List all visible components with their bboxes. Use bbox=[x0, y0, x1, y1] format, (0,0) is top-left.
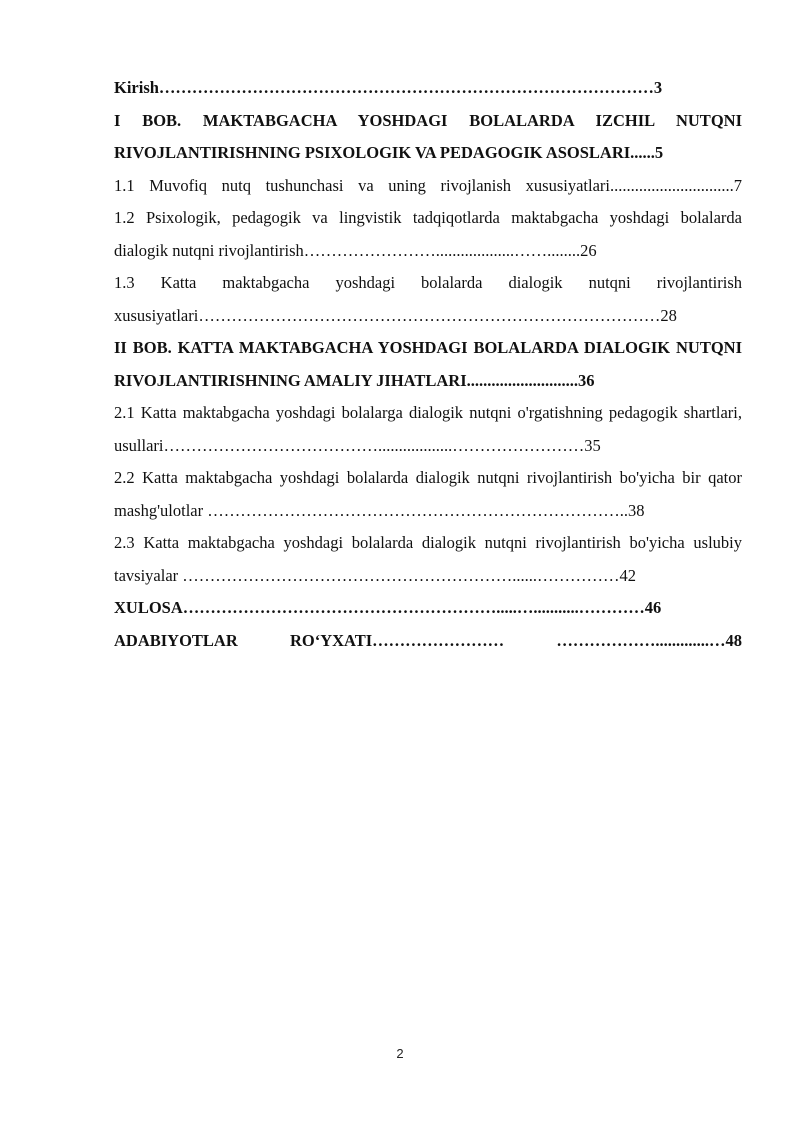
toc-entry-xulosa: XULOSA………………………………………………….....…...........…………46 bbox=[114, 598, 662, 617]
toc-entry-1-3: 1.3 Katta maktabgacha yoshdagi bolalarda dialogik nutqni rivojlantirish xususiyatlari…………………………………………………………………………28 bbox=[114, 273, 742, 325]
toc-entry-chapter-2: II BOB. KATTA MAKTABGACHA YOSHDAGI BOLALARDA DIALOGIK NUTQNI RIVOJLANTIRISHNING AMALIY JIHATLARI...........................36 bbox=[114, 338, 742, 390]
page-number: 2 bbox=[396, 1046, 404, 1061]
toc-entry-adabiyotlar: ADABIYOTLAR RO‘YXATI…………………… ……………….............…48 bbox=[114, 630, 742, 650]
toc-entry-1-2: 1.2 Psixologik, pedagogik va lingvistik tadqiqotlarda maktabgacha yoshdagi bolalarda dialogik nutqni rivojlantirish……………………...................……........26 bbox=[114, 208, 742, 260]
toc-entry-2-3: 2.3 Katta maktabgacha yoshdagi bolalarda dialogik nutqni rivojlantirish bo'yicha uslubiy tavsiyalar ……………………………………………………......……………42 bbox=[114, 533, 742, 585]
toc-entry-1-1: 1.1 Muvofiq nutq tushunchasi va uning rivojlanish xususiyatlari..............................7 bbox=[114, 175, 742, 195]
toc-entry-kirish: Kirish………………………………………………………………………………3 bbox=[114, 78, 663, 97]
toc-entry-2-2: 2.2 Katta maktabgacha yoshdagi bolalarda dialogik nutqni rivojlantirish bo'yicha bir qator mashg'ulotlar …………………………………………………………………..38 bbox=[114, 468, 742, 520]
toc-entry-2-1: 2.1 Katta maktabgacha yoshdagi bolalarga dialogik nutqni o'rgatishning pedagogik shartlari, usullari…………………………………..................……………………35 bbox=[114, 403, 742, 455]
table-of-contents bbox=[114, 72, 742, 657]
toc-entry-chapter-1: I BOB. MAKTABGACHA YOSHDAGI BOLALARDA IZCHIL NUTQNI RIVOJLANTIRISHNING PSIXOLOGIK VA PEDAGOGIK ASOSLARI......5 bbox=[114, 110, 742, 162]
